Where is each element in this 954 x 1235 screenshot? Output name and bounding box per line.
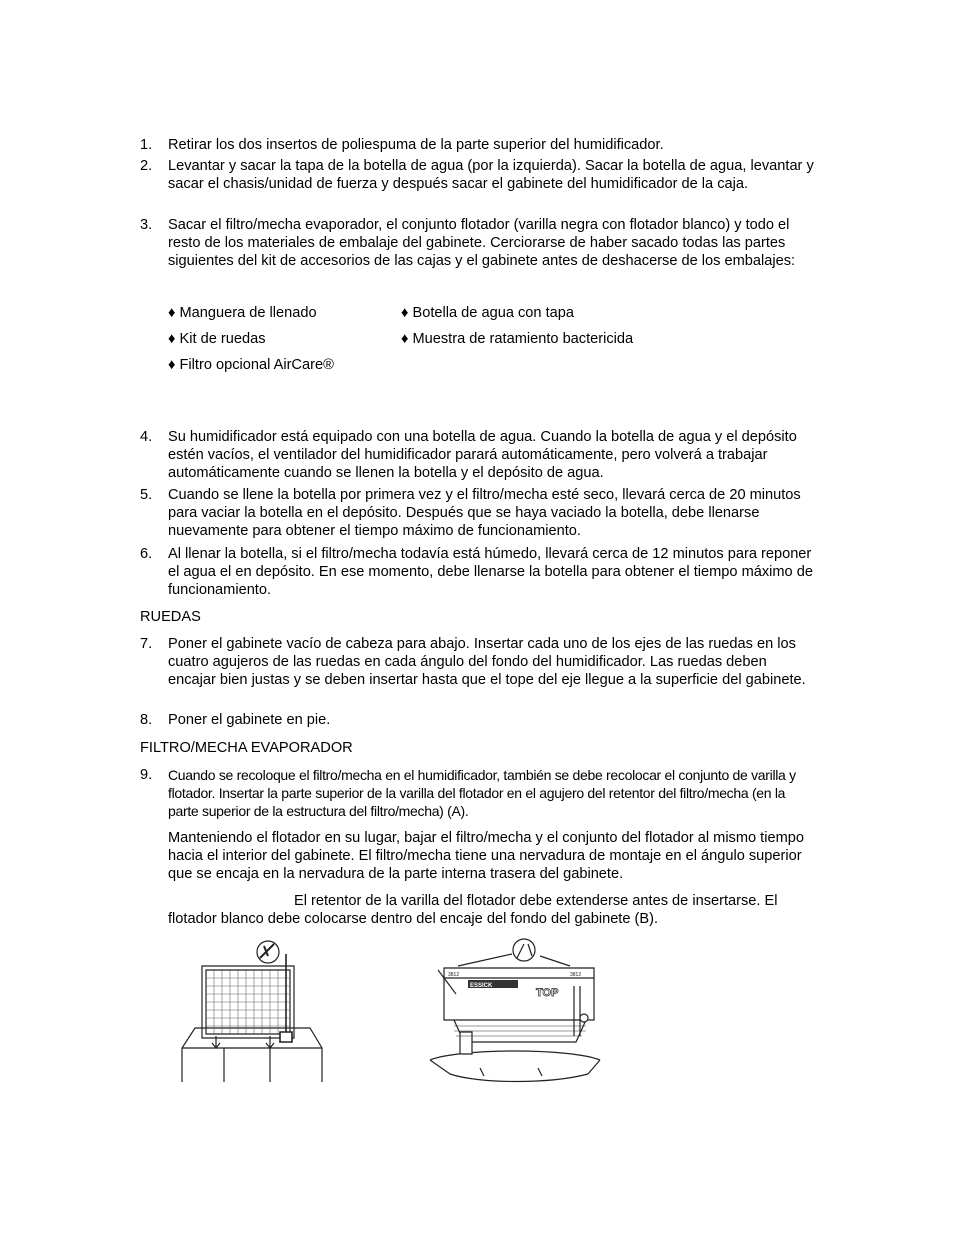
accessory-item: ♦ Botella de agua con tapa <box>401 305 574 321</box>
filter-insertion-illustration <box>150 936 330 1086</box>
brand-label: ESSICK <box>470 983 493 989</box>
small-label-right: 3812 <box>570 972 582 978</box>
accessory-item: ♦ Filtro opcional AirCare® <box>168 357 334 373</box>
accessory-item: ♦ Kit de ruedas <box>168 331 266 347</box>
item-number-9: 9. <box>140 767 153 783</box>
item-number-7: 7. <box>140 636 153 652</box>
item-text-7: Poner el gabinete vacío de cabeza para abajo. Insertar cada uno de los ejes de las ruedas en los cuatro agujeros de las ruedas en cada ángulo del fondo del humidificador. Las ruedas deben encajar bien justas y se deben insertar hasta que el tope del eje llegue a la superficie del gabinete. <box>168 636 806 689</box>
paragraph-9c-line1: El retentor de la varilla del flotador debe extenderse antes de insertarse. El <box>294 893 778 909</box>
accessory-item: ♦ Muestra de ratamiento bactericida <box>401 331 634 347</box>
item-number-2: 2. <box>140 158 153 174</box>
item-text-8: Poner el gabinete en pie. <box>168 712 331 728</box>
item-number-4: 4. <box>140 429 153 445</box>
accessory-item: ♦ Manguera de llenado <box>168 305 317 321</box>
item-text-5: Cuando se llene la botella por primera vez y el filtro/mecha esté seco, llevará cerca de 20 minutos para vaciar la botella en el depósito. Después que se haya vaciado la botella, debe llenarse nuevamente para obtener el tiempo máximo de funcionamiento. <box>168 487 801 540</box>
paragraph-9c-line2: flotador blanco debe colocarse dentro del encaje del fondo del gabinete (B). <box>168 911 659 927</box>
item-text-4: Su humidificador está equipado con una botella de agua. Cuando la botella de agua y el depósito estén vacíos, el ventilador del humidificador parará automáticamente, pero volverá a trabajar automáticamente cuando se llenen la botella y el depósito de agua. <box>168 429 797 482</box>
item-text-3: Sacar el filtro/mecha evaporador, el conjunto flotador (varilla negra con flotador blanco) y todo el resto de los materiales de embalaje del gabinete. Cerciorarse de haber sacado todas las partes siguientes del kit de accesorios de las cajas y el gabinete antes de deshacerse de los embalajes: <box>168 217 796 270</box>
item-number-6: 6. <box>140 546 153 562</box>
section-heading-filtro: FILTRO/MECHA EVAPORADOR <box>140 740 353 756</box>
float-retainer-illustration <box>420 936 610 1086</box>
item-text-2: Levantar y sacar la tapa de la botella de agua (por la izquierda). Sacar la botella de agua, levantar y sacar el chasis/unidad de fuerza y después sacar el gabinete del humidificador de la caja. <box>168 158 814 193</box>
paragraph-9b: Manteniendo el flotador en su lugar, bajar el filtro/mecha y el conjunto del flotador al mismo tiempo hacia el interior del gabinete. El filtro/mecha tiene una nervadura de montaje en el ángulo superior que se encaja en la nervadura de la parte interna trasera del gabinete. <box>168 830 804 883</box>
top-label: TOP <box>536 987 559 999</box>
section-heading-ruedas: RUEDAS <box>140 609 201 625</box>
item-number-5: 5. <box>140 487 153 503</box>
small-label-left: 3812 <box>448 972 460 978</box>
item-number-8: 8. <box>140 712 153 728</box>
item-text-1: Retirar los dos insertos de poliespuma de la parte superior del humidificador. <box>168 137 664 153</box>
item-number-3: 3. <box>140 217 153 233</box>
item-text-9: Cuando se recoloque el filtro/mecha en el humidificador, también se debe recolocar el conjunto de varilla y flotador. Insertar la parte superior de la varilla del flotador en el agujero del retentor del filtro/mecha (en la parte superior de la estructura del filtro/mecha) (A). <box>168 767 796 820</box>
item-text-6: Al llenar la botella, si el filtro/mecha todavía está húmedo, llevará cerca de 12 minutos para reponer el agua el en depósito. En ese momento, debe llenarse la botella para obtener el tiempo máximo de funcionamiento. <box>168 546 813 599</box>
item-number-1: 1. <box>140 137 153 153</box>
